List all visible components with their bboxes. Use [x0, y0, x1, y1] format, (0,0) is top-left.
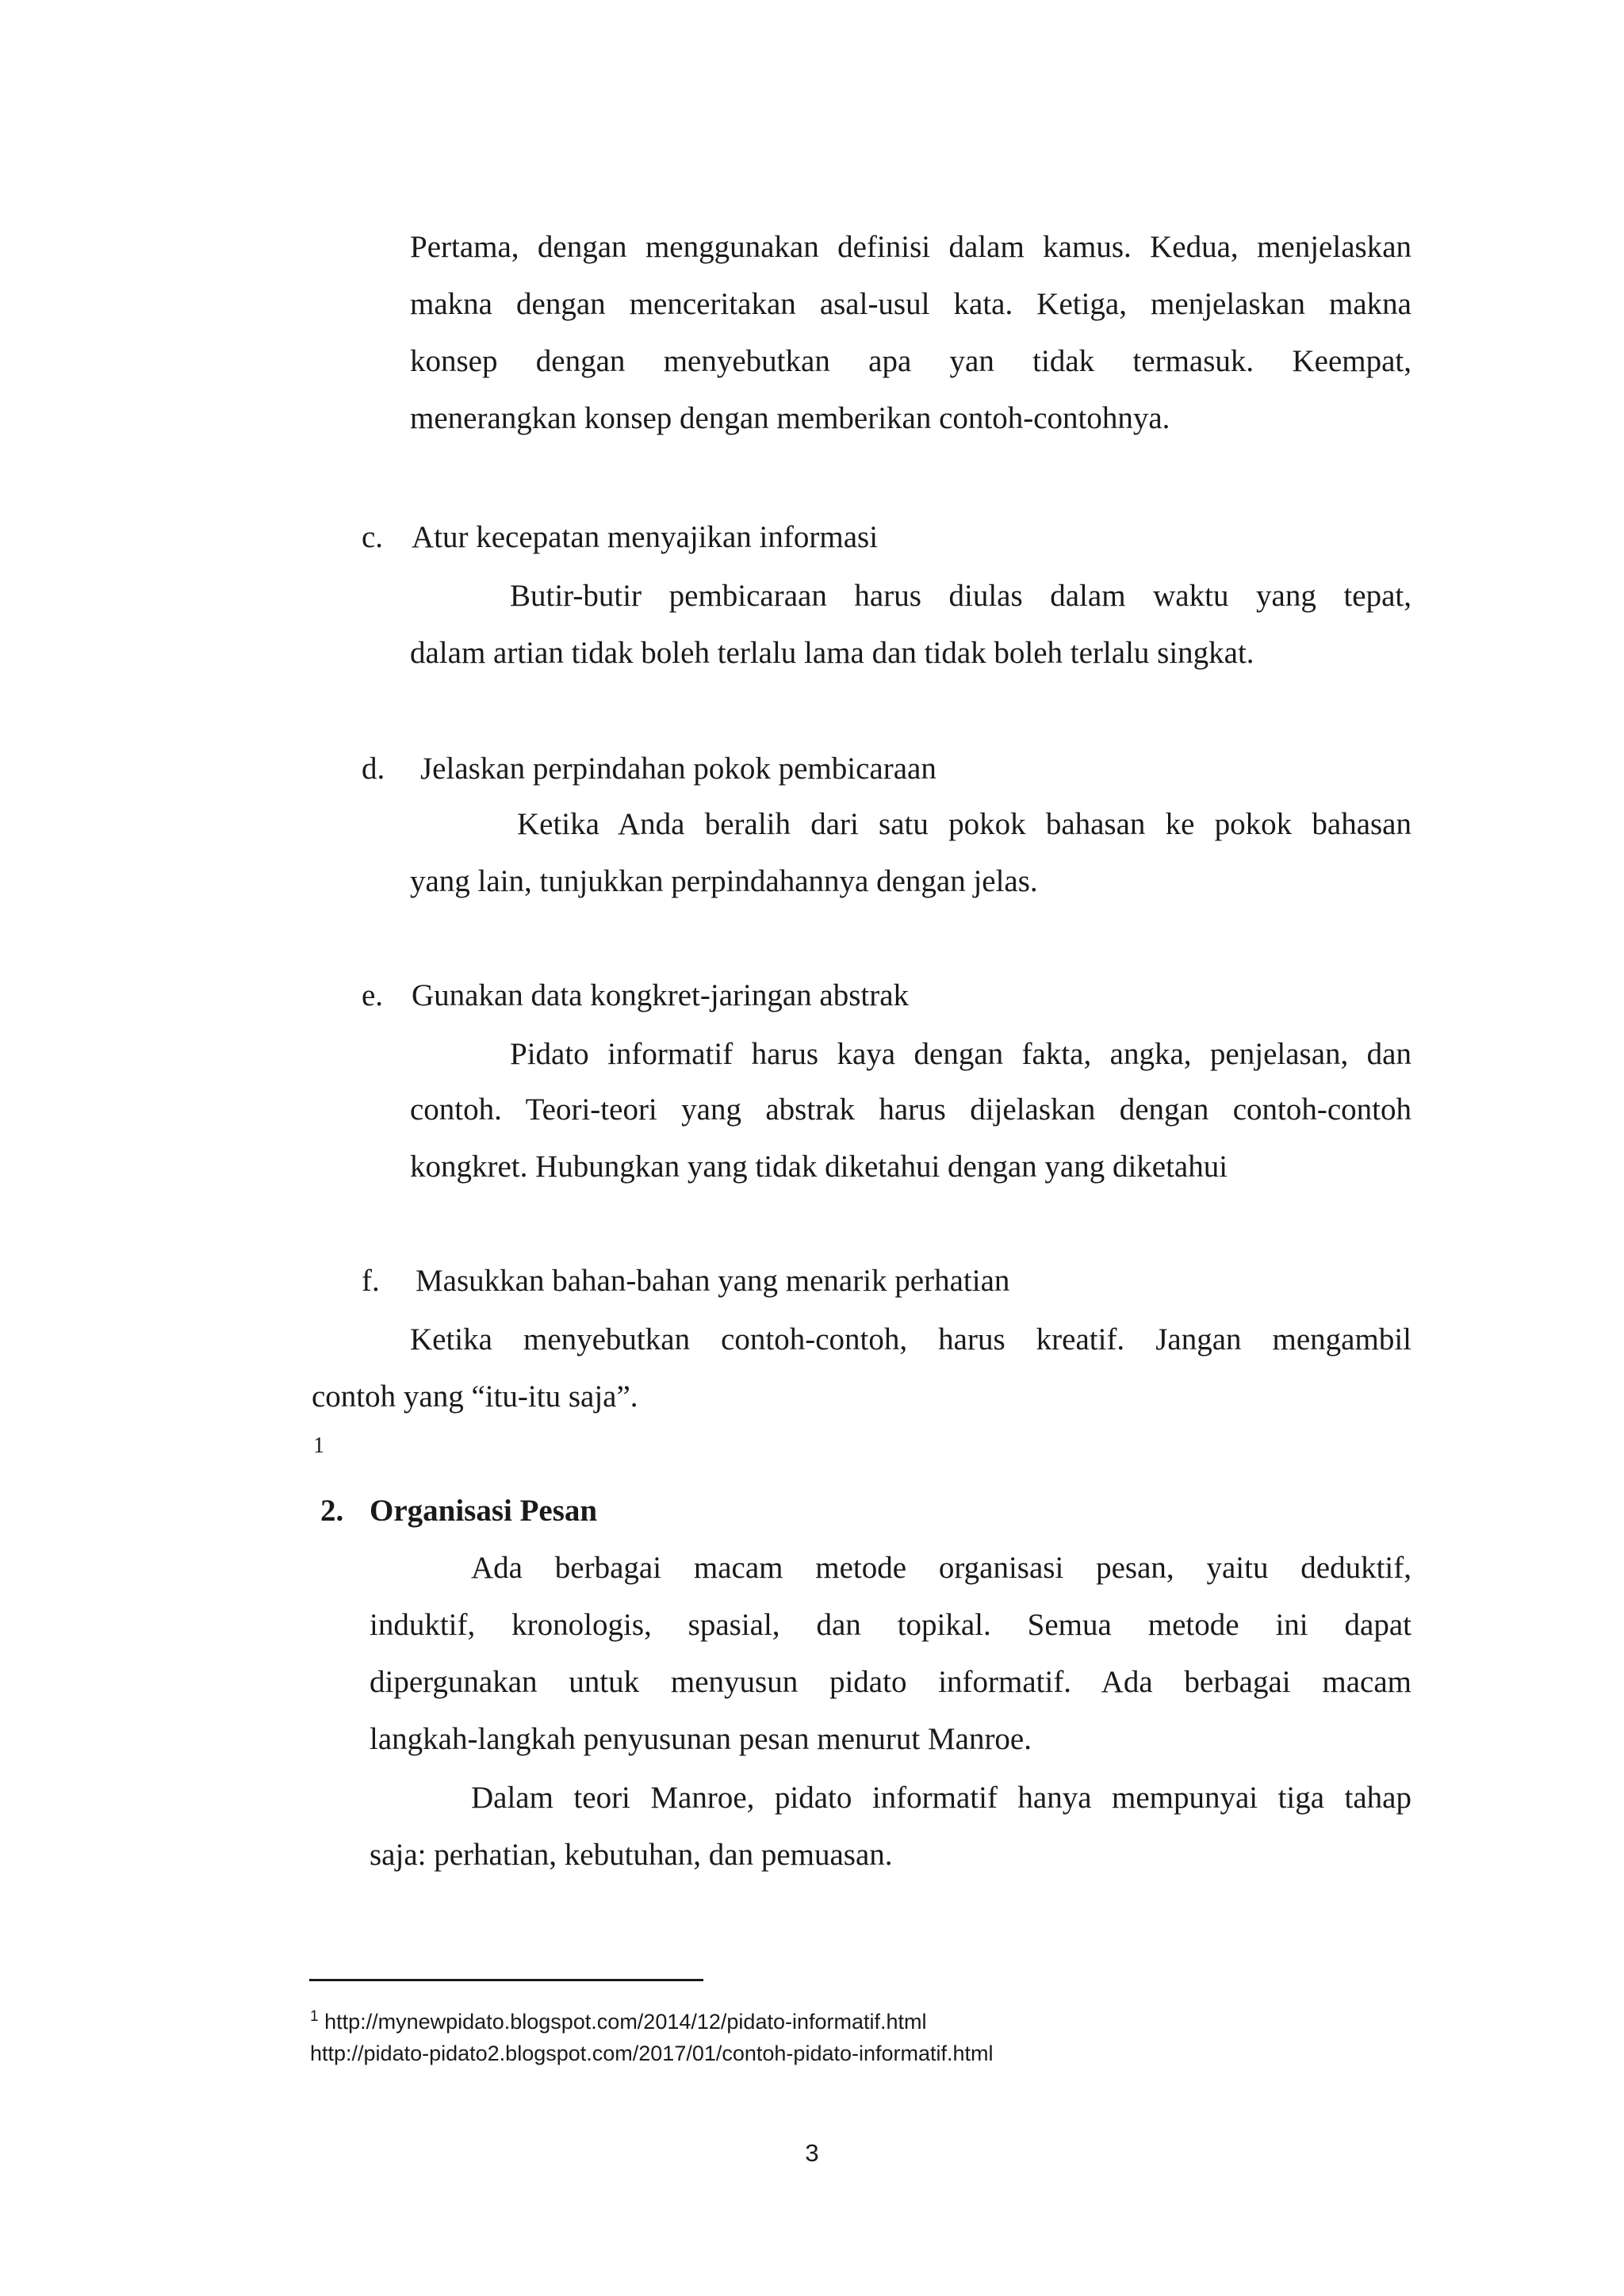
- item-f-line: Ketika menyebutkan contoh-contoh, harus kreatif. Jangan mengambil: [410, 1322, 1411, 1357]
- section-para2-line: Dalam teori Manroe, pidato informatif hanya mempunyai tiga tahap: [471, 1781, 1411, 1815]
- item-e-marker: e.: [362, 978, 384, 1012]
- section-para1-line: Ada berbagai macam metode organisasi pesan, yaitu deduktif,: [471, 1551, 1411, 1585]
- intro-line: konsep dengan menyebutkan apa yan tidak termasuk. Keempat,: [410, 344, 1411, 378]
- intro-line: Pertama, dengan menggunakan definisi dalam kamus. Kedua, menjelaskan: [410, 230, 1411, 264]
- section-para2-line: saja: perhatian, kebutuhan, dan pemuasan.: [370, 1838, 893, 1872]
- footnote-marker: 1: [313, 1433, 324, 1458]
- item-f-marker: f.: [362, 1264, 380, 1298]
- footnote-line: [310, 2007, 927, 2036]
- intro-line: menerangkan konsep dengan memberikan contoh-contohnya.: [410, 401, 1170, 435]
- item-d-marker: d.: [362, 752, 385, 786]
- item-c-marker: c.: [362, 520, 384, 554]
- section-title: Organisasi Pesan: [370, 1494, 598, 1528]
- item-d-line: yang lain, tunjukkan perpindahannya dengan jelas.: [410, 864, 1038, 898]
- section-para1-line: dipergunakan untuk menyusun pidato informatif. Ada berbagai macam: [370, 1665, 1411, 1699]
- footnote-separator: [309, 1979, 703, 1981]
- item-f-line: contoh yang “itu-itu saja”.: [312, 1380, 638, 1414]
- item-e-line: Pidato informatif harus kaya dengan fakta, angka, penjelasan, dan: [510, 1037, 1411, 1071]
- item-c-line: Butir-butir pembicaraan harus diulas dalam waktu yang tepat,: [510, 579, 1411, 613]
- footnote-number: 1: [310, 2008, 319, 2025]
- section-number: 2.: [320, 1494, 344, 1528]
- item-c-line: dalam artian tidak boleh terlalu lama dan tidak boleh terlalu singkat.: [410, 636, 1254, 670]
- item-e-heading: Gunakan data kongkret-jaringan abstrak: [412, 978, 910, 1012]
- page-number: 3: [805, 2139, 819, 2167]
- item-f-heading: Masukkan bahan-bahan yang menarik perhatian: [416, 1264, 1010, 1298]
- footnote-url-1: http://mynewpidato.blogspot.com/2014/12/pidato-informatif.html: [324, 2010, 927, 2034]
- item-e-line: contoh. Teori-teori yang abstrak harus dijelaskan dengan contoh-contoh: [410, 1093, 1411, 1127]
- intro-line: makna dengan menceritakan asal-usul kata. Ketiga, menjelaskan makna: [410, 287, 1411, 321]
- item-e-line: kongkret. Hubungkan yang tidak diketahui dengan yang diketahui: [410, 1150, 1228, 1184]
- item-c-heading: Atur kecepatan menyajikan informasi: [412, 520, 879, 554]
- footnote-url-2: http://pidato-pidato2.blogspot.com/2017/01/contoh-pidato-informatif.html: [310, 2042, 994, 2065]
- section-para1-line: langkah-langkah penyusunan pesan menurut Manroe.: [370, 1722, 1032, 1756]
- item-d-heading: Jelaskan perpindahan pokok pembicaraan: [420, 752, 936, 786]
- item-d-line: Ketika Anda beralih dari satu pokok bahasan ke pokok bahasan: [517, 807, 1411, 841]
- section-para1-line: induktif, kronologis, spasial, dan topikal. Semua metode ini dapat: [370, 1608, 1411, 1642]
